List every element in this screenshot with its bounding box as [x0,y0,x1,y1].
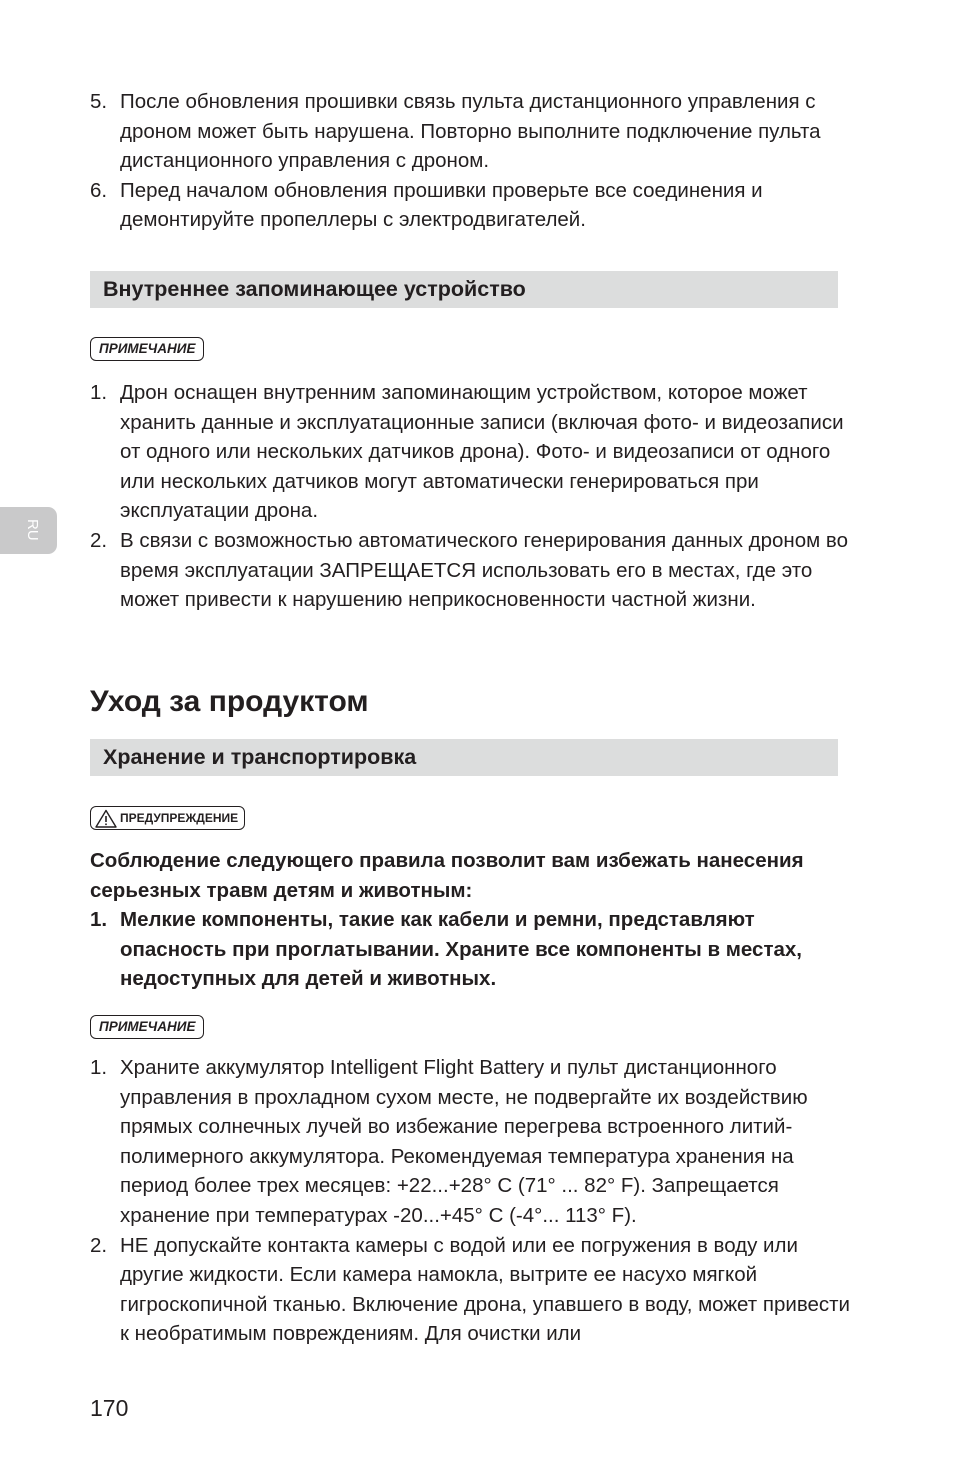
list-item-text: В связи с возможностью автоматического генерирования данных дроном во время эксплуатации ЗАПРЕЩАЕТСЯ использовать его в местах, где это может привести к нарушению неприкосновенности частной жизни. [120,528,848,612]
warning-intro: Соблюдение следующего правила позволит вам избежать нанесения серьезных травм детям и животным: [90,849,804,902]
list-item-number: 5. [90,90,108,113]
list-item-number: 6. [90,178,108,202]
list-item-text: Дрон оснащен внутренним запоминающим устройством, которое может хранить данные и эксплуатационные записи (включая фото- и видеозаписи от одного или нескольких датчиков дрона). Фото- и видеозаписи от одного или нескольких датчиков могут автоматически генерироваться при эксплуатации дрона. [120,381,844,523]
list-item [90,1053,850,1231]
list-item [90,905,850,994]
page-number: 170 [90,1395,129,1421]
section-title-storage-transport: Хранение и транспортировка [90,739,838,776]
warning-list [90,905,850,994]
language-tab [0,507,57,554]
top-list [90,87,850,235]
list-item-text: НЕ допускайте контакта камеры с водой или ее погружения в воду или другие жидкости. Если камера намокла, вытрите ее насухо мягкой гигроскопичной тканью. Включение дрона, упавшего в воду, может привести к необратимым повреждениям. Для очистки или [120,1233,850,1346]
warning-badge [90,806,245,830]
storage-note-list [90,1053,850,1349]
list-item-text: Перед началом обновления прошивки проверьте все соединения и демонтируйте пропеллеры с электродвигателей. [120,178,763,232]
list-item [90,176,850,235]
list-item-text: После обновления прошивки связь пульта дистанционного управления с дроном может быть нарушена. Повторно выполните подключение пульта дистанционного управления с дроном. [120,90,821,173]
storage-device-list [90,378,850,615]
language-tab-label: RU [24,519,41,541]
section-title-storage-device: Внутреннее запоминающее устройство [90,271,838,308]
warning-badge-label: ПРЕДУПРЕЖДЕНИЕ [120,810,239,825]
list-item [90,1231,850,1349]
list-item-number: 1. [90,1056,108,1079]
list-item-number: 1. [90,381,108,404]
list-item [90,526,850,615]
product-care-heading: Уход за продуктом [90,685,369,718]
note-badge: ПРИМЕЧАНИЕ [90,1015,204,1039]
list-item [90,378,850,526]
list-item-number: 1. [90,908,108,931]
list-item-number: 2. [90,528,108,552]
note-badge: ПРИМЕЧАНИЕ [90,337,204,361]
warning-triangle-icon [95,809,117,828]
list-item [90,87,850,176]
list-item-text: Мелкие компоненты, такие как кабели и ремни, представляют опасность при проглатывании. Храните все компоненты в местах, недоступных для детей и животных. [120,908,802,991]
list-item-number: 2. [90,1233,108,1257]
list-item-text: Храните аккумулятор Intelligent Flight Battery и пульт дистанционного управления в прохладном сухом месте, не подвергайте их воздействию прямых солнечных лучей во избежание перегрева встроенного литий-полимерного аккумулятора. Рекомендуемая температура хранения на период более трех месяцев: +22...+28° C (71° ... 82° F). Запрещается хранение при температурах -20...+45° C (-4°... 113° F). [120,1056,808,1227]
